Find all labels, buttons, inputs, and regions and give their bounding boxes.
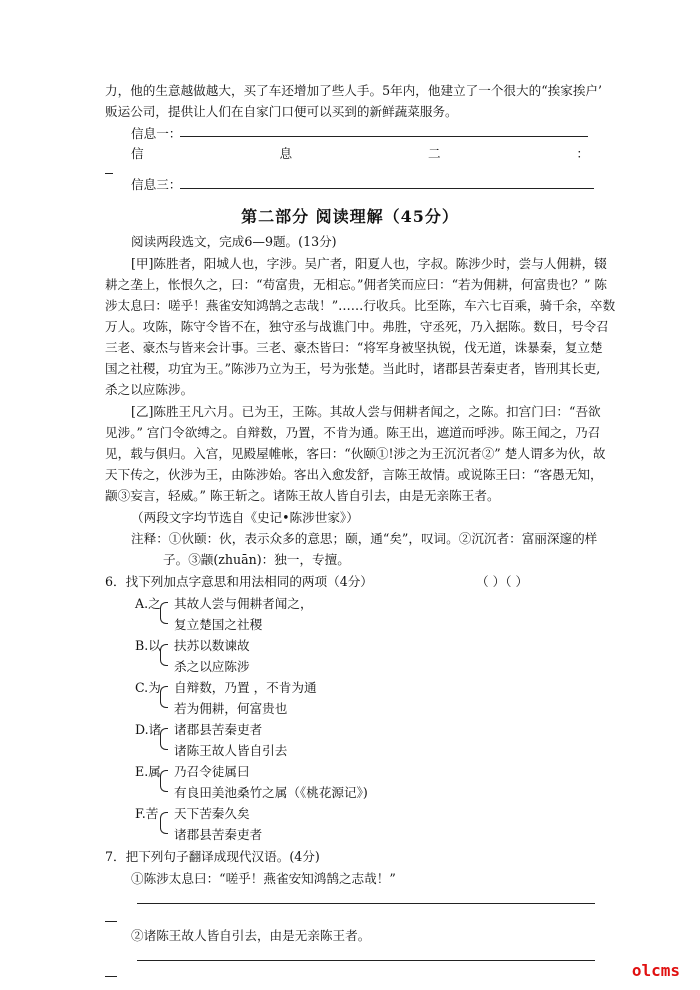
option-e-sentence-2: 有良田美池桑竹之属（《桃花源记》)	[174, 785, 368, 800]
option-d-sentence-2: 诸陈王故人皆自引去	[174, 743, 288, 758]
info-2-answer-line[interactable]	[105, 173, 113, 174]
option-f-sentence-1: 天下苦秦久矣	[174, 806, 250, 821]
question-7-item-1: ①陈涉太息曰：“嗟乎！燕雀安知鸿鹄之志哉！”	[131, 871, 396, 886]
paragraph-line: 贩运公司，提供让人们在自家门口便可以买到的新鲜蔬菜服务。	[105, 104, 458, 119]
option-e-sentence-1: 乃召令徒属曰	[174, 764, 250, 779]
option-a-sentence-2: 复立楚国之社稷	[174, 617, 263, 632]
question-6-answer-blanks[interactable]: （ ）（ ）	[476, 574, 529, 589]
option-e-label: E.属	[135, 764, 161, 779]
option-f-label: F.苦	[135, 806, 159, 821]
option-a-label: A.之	[135, 596, 161, 611]
passage-jia-line: 三老、豪杰与皆来会计事。三老、豪杰皆曰：“将军身被坚执锐，伐无道，诛暴秦，复立楚	[105, 340, 603, 355]
option-a-sentence-1: 其故人尝与佣耕者闻之，	[174, 596, 313, 611]
brace-icon	[160, 770, 168, 792]
option-c-sentence-1: 自辩数，乃置 ，不肯为通	[174, 680, 317, 695]
reading-intro: 阅读两段选文，完成6—9题。(13分)	[131, 234, 337, 249]
question-7-answer-line-2b[interactable]	[105, 976, 117, 977]
brace-icon	[160, 644, 168, 666]
passage-jia-line: 涉太息曰：嗟乎！燕雀安知鸿鹄之志哉！”……行收兵。比至陈，车六七百乘，骑千余，卒数	[105, 298, 616, 313]
passage-jia-line: 国之社稷，功宜为王。”陈涉乃立为王，号为张楚。当此时，诸郡县苦秦吏者，皆刑其长吏,	[105, 361, 601, 376]
option-d-sentence-1: 诸郡县苦秦吏者	[174, 722, 263, 737]
info-3-answer-line[interactable]	[180, 188, 594, 189]
question-7-answer-line-2[interactable]	[137, 960, 595, 961]
info-2-label	[131, 146, 589, 162]
question-6-stem: 6．找下列加点字意思和用法相同的两项（4分）	[105, 574, 373, 589]
passage-jia-line: 杀之以应陈涉。	[105, 382, 194, 397]
passage-jia-line: 耕之垄上，怅恨久之，曰：“苟富贵，无相忘。”佣者笑而应曰：“若为佣耕，何富贵也？” 陈	[105, 277, 608, 292]
option-b-label: B.以	[135, 638, 161, 653]
brace-icon	[160, 812, 168, 834]
passage-yi-line: [乙]陈胜王凡六月。已为王，王陈。其故人尝与佣耕者闻之，之陈。扣宫门曰：“吾欲	[131, 404, 601, 419]
paragraph-line: 力，他的生意越做越大，买了车还增加了些人手。5年内，他建立了一个很大的“挨家挨户’	[105, 83, 603, 98]
passage-jia-line: 万人。攻陈，陈守令皆不在，独守丞与战谯门中。弗胜，守丞死，乃入据陈。数日，号令召	[105, 319, 609, 334]
option-c-label: C.为	[135, 680, 161, 695]
section-title: 第二部分 阅读理解（45分）	[241, 207, 459, 226]
question-7-answer-line-1[interactable]	[137, 903, 595, 904]
passage-yi-line: 见，载与俱归。入宫，见殿屋帷帐，客曰：“伙颐①!涉之为王沉沉者②” 楚人谓多为伙，故	[105, 446, 606, 461]
passage-yi-line: 颛③妄言，轻威。” 陈王斩之。诸陈王故人皆自引去，由是无亲陈王者。	[105, 488, 500, 503]
option-c-sentence-2: 若为佣耕，何富贵也	[174, 701, 288, 716]
source-note: （两段文字均节选自《史记•陈涉世家》）	[131, 510, 359, 525]
passage-jia-line: [甲]陈胜者，阳城人也，字涉。吴广者，阳夏人也，字叔。陈涉少时，尝与人佣耕，辍	[131, 256, 607, 271]
annotation-line: 注释：①伙颐：伙，表示众多的意思；颐，通“矣”，叹词。②沉沉者：富丽深邃的样	[131, 531, 598, 546]
info-1-answer-line[interactable]	[180, 136, 588, 137]
option-d-label: D.诸	[135, 722, 162, 737]
info-2-char: 二	[427, 146, 441, 161]
passage-yi-line: 见涉。” 宫门令欲缚之。自辩数，乃置，不肯为通。陈王出，遮道而呼涉。陈王闻之，乃召	[105, 425, 601, 440]
info-2-char: ：	[576, 146, 589, 161]
option-b-sentence-2: 杀之以应陈涉	[174, 659, 250, 674]
info-2-char: 信	[131, 146, 144, 161]
watermark-logo: olcms	[631, 961, 680, 980]
annotation-line: 子。③颛(zhuān)：独一，专擅。	[163, 552, 350, 567]
brace-icon	[160, 686, 168, 708]
question-7-answer-line-1b[interactable]	[105, 921, 117, 922]
info-1-label: 信息一：	[131, 126, 182, 141]
brace-icon	[160, 602, 168, 624]
question-7-item-2: ②诸陈王故人皆自引去，由是无亲陈王者。	[131, 928, 371, 943]
option-b-sentence-1: 扶苏以数谏故	[174, 638, 250, 653]
option-f-sentence-2: 诸郡县苦秦吏者	[174, 827, 263, 842]
question-7-stem: 7．把下列句子翻译成现代汉语。(4分)	[105, 849, 320, 864]
brace-icon	[160, 728, 168, 750]
info-3-label: 信息三：	[131, 177, 182, 192]
info-2-char: 息	[279, 146, 293, 161]
passage-yi-line: 天下传之，伙涉为王，由陈涉始。客出入愈发舒，言陈王故情。或说陈王曰：“客愚无知，	[105, 467, 603, 482]
